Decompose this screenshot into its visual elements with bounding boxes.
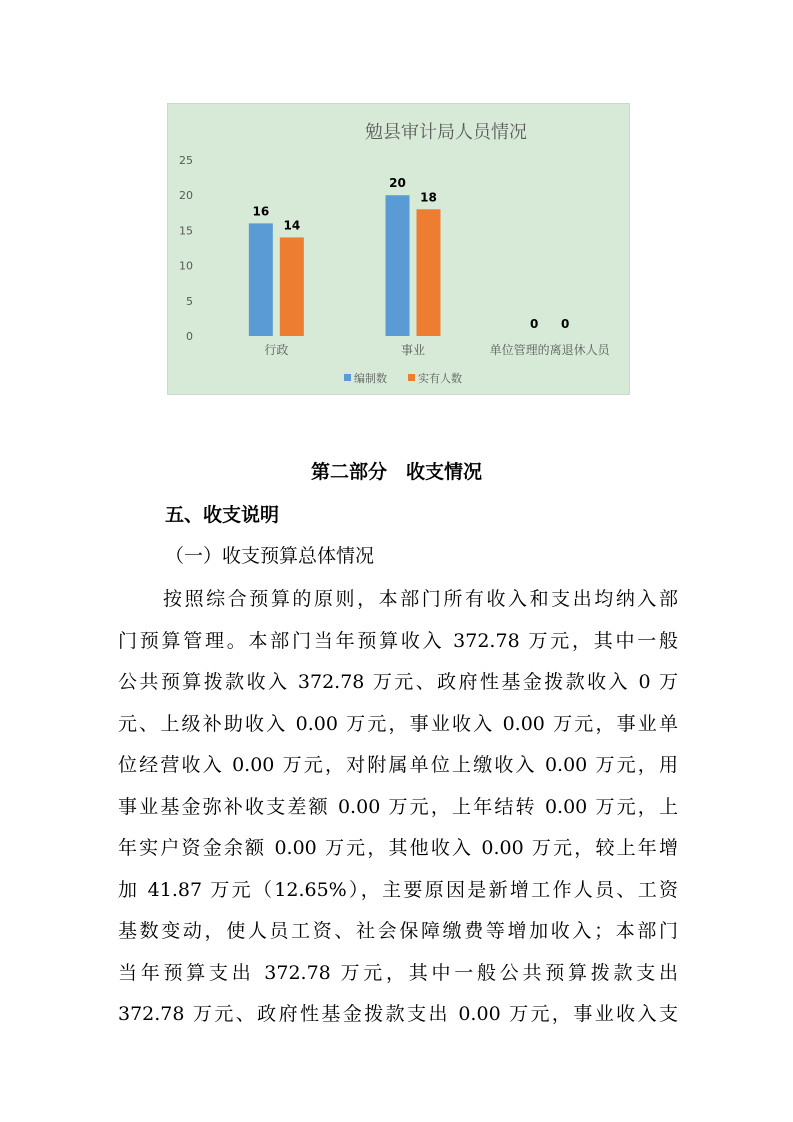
y-tick-label: 25 (179, 154, 193, 167)
y-tick-label: 15 (179, 224, 193, 238)
x-tick-label: 行政 (264, 343, 289, 357)
bar (417, 209, 441, 336)
subsection-heading: （一）收支预算总体情况 (165, 545, 375, 567)
data-label: 20 (389, 176, 406, 191)
bar (249, 223, 273, 336)
body-line: 事业基金弥补收支差额 0.00 万元，上年结转 0.00 万元，上 (118, 795, 678, 818)
body-line: 当年预算支出 372.78 万元，其中一般公共预算拨款支出 (118, 961, 678, 984)
data-label: 18 (420, 190, 437, 205)
bar (386, 195, 410, 336)
bars (249, 176, 570, 336)
data-label: 16 (252, 204, 270, 219)
legend (344, 371, 462, 385)
section-title: 第二部分 收支情况 (310, 461, 482, 483)
x-tick-label: 事业 (400, 343, 426, 357)
body-line: 元、上级补助收入 0.00 万元，事业收入 0.00 万元，事业单 (118, 712, 678, 735)
body-line: 加 41.87 万元（12.65%），主要原因是新增工作人员、工资 (118, 878, 678, 901)
data-label: 14 (283, 218, 301, 233)
x-tick-label: 单位管理的离退休人员 (489, 343, 610, 357)
y-tick-label: 5 (186, 294, 193, 308)
body-line: 门预算管理。本部门当年预算收入 372.78 万元，其中一般 (118, 629, 678, 652)
body-line: 基数变动，使人员工资、社会保障缴费等增加收入；本部门 (118, 920, 678, 942)
body-line: 按照综合预算的原则，本部门所有收入和支出均纳入部 (163, 588, 678, 610)
chart-container (167, 103, 630, 395)
data-label: 0 (560, 317, 570, 331)
body-line: 年实户资金余额 0.00 万元，其他收入 0.00 万元，较上年增 (118, 837, 678, 859)
legend-swatch-shiyou (408, 374, 415, 381)
y-axis (179, 154, 193, 343)
body-line: 372.78 万元、政府性基金拨款支出 0.00 万元，事业收入支 (118, 1003, 678, 1025)
body-line: 公共预算拨款收入 372.78 万元、政府性基金拨款收入 0 万 (118, 671, 678, 693)
bar-chart (168, 104, 631, 396)
chart-title: 勉县审计局人员情况 (365, 122, 527, 143)
legend-label-bianzhi: 编制数 (354, 372, 387, 385)
y-tick-label: 0 (186, 330, 193, 343)
y-tick-label: 20 (179, 189, 193, 203)
x-axis (264, 342, 610, 357)
y-tick-label: 10 (179, 259, 193, 273)
body-paragraph (118, 579, 678, 1036)
legend-label-shiyou: 实有人数 (418, 372, 462, 385)
body-line: 位经营收入 0.00 万元，对附属单位上缴收入 0.00 万元，用 (118, 754, 678, 776)
data-label: 0 (529, 317, 539, 331)
legend-swatch-bianzhi (344, 374, 351, 381)
bar (280, 237, 304, 336)
section-heading: 五、收支说明 (165, 504, 280, 526)
